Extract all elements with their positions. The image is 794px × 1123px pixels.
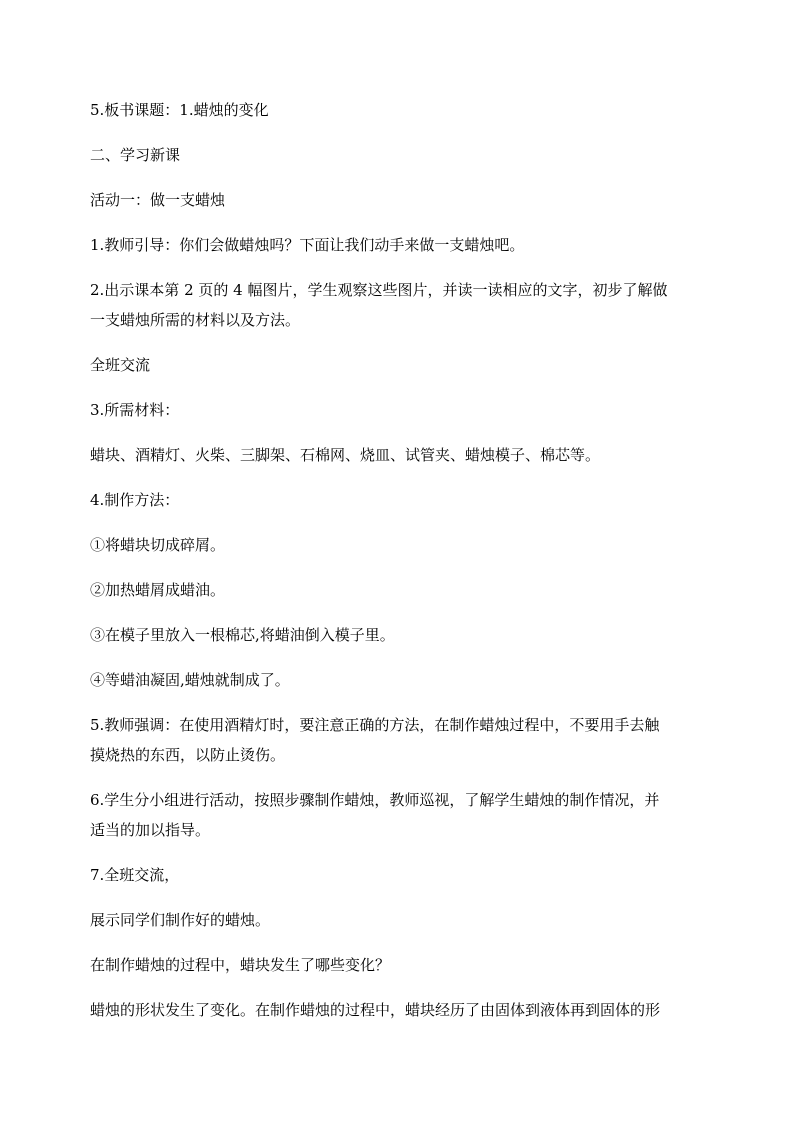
list-item: ④等蜡油凝固,蜡烛就制成了。 [90,671,290,689]
text-line: 4.制作方法： [90,491,180,509]
text-line: 一支蜡烛所需的材料以及方法。 [90,311,301,329]
text-line: 1.教师引导：你们会做蜡烛吗？下面让我们动手来做一支蜡烛吧。 [90,236,525,254]
text-line: 在制作蜡烛的过程中，蜡块发生了哪些变化？ [90,956,391,974]
text-line: 3.所需材料： [90,401,180,419]
text-line: 2.出示课本第 2 页的 4 幅图片，学生观察这些图片，并读一读相应的文字，初步了解做 [90,281,668,299]
list-item: ②加热蜡屑成蜡油。 [90,581,226,599]
list-item: ③在模子里放入一根棉芯,将蜡油倒入模子里。 [90,626,395,644]
text-line: 适当的加以指导。 [90,821,211,839]
section-heading: 二、学习新课 [90,146,181,164]
text-line: 5.板书课题：1.蜡烛的变化 [90,101,269,119]
text-line: 摸烧热的东西，以防止烫伤。 [90,746,286,764]
text-line: 7.全班交流， [90,866,180,884]
text-line: 蜡块、酒精灯、火柴、三脚架、石棉网、烧皿、试管夹、蜡烛模子、棉芯等。 [90,446,601,464]
text-line: 6.学生分小组进行活动，按照步骤制作蜡烛，教师巡视，了解学生蜡烛的制作情况，并 [90,791,660,809]
text-line: 展示同学们制作好的蜡烛。 [90,911,271,929]
text-line: 5.教师强调：在使用酒精灯时，要注意正确的方法，在制作蜡烛过程中，不要用手去触 [90,716,660,734]
activity-heading: 活动一：做一支蜡烛 [90,191,226,209]
text-line: 全班交流 [90,356,151,374]
list-item: ①将蜡块切成碎屑。 [90,536,226,554]
text-line: 蜡烛的形状发生了变化。在制作蜡烛的过程中，蜡块经历了由固体到液体再到固体的形 [90,1001,661,1019]
